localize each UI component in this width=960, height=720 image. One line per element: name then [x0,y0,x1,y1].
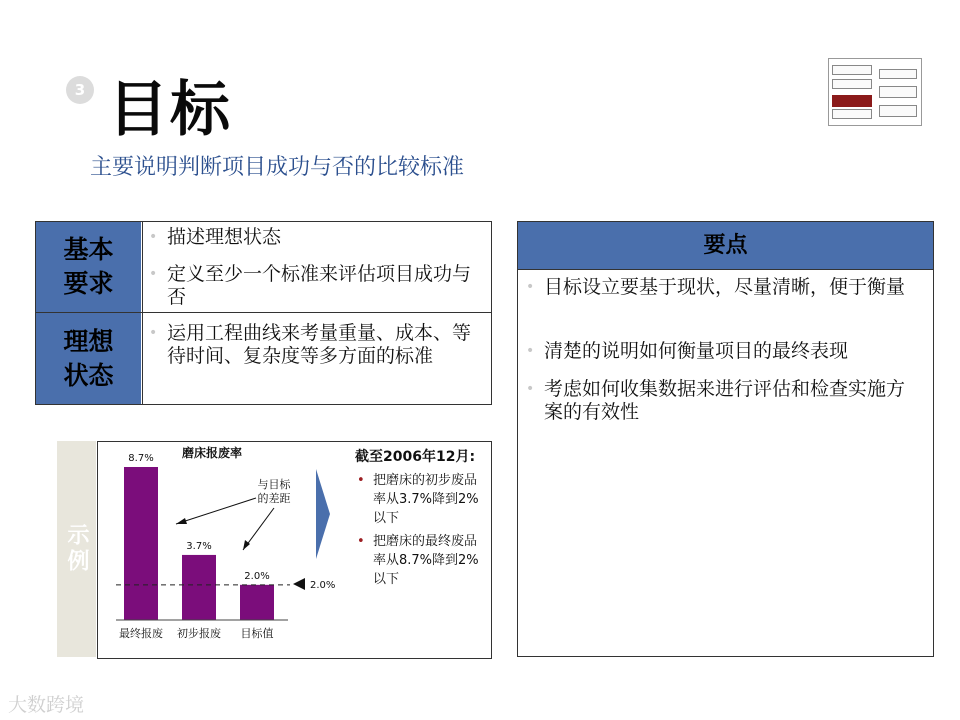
key-points-heading: 要点 [518,222,933,270]
example-notes [355,447,485,589]
list-item: • 把磨床的初步废品率从3.7%降到2%以下 [355,471,485,528]
row-heading-line: 状态 [63,360,114,390]
data-label: 2.0% [244,570,270,582]
gap-annotation-line: 与目标 [257,478,291,491]
gap-arrowhead [176,518,187,524]
list-item: • 运用工程曲线来考量重量、成本、等待时间、复杂度等多方面的标准 [167,322,479,368]
category-label: 目标值 [240,627,274,640]
bar-0 [124,467,158,620]
list-item: • 清楚的说明如何衡量项目的最终表现 [544,340,913,363]
thumb-cell [832,65,872,75]
gap-annotation-line: 的差距 [257,492,291,505]
thumb-cell [879,86,917,98]
slide-thumbnail[interactable] [828,58,922,126]
row-heading-line: 基本 [63,235,114,264]
thumb-cell [879,105,917,117]
category-label: 最终报废 [119,627,163,640]
row-heading [36,222,141,312]
data-label: 8.7% [128,453,154,464]
row-heading-line: 理想 [63,326,114,356]
data-label: 3.7% [186,540,212,552]
target-marker-triangle [293,578,305,590]
key-points-panel [517,221,934,657]
list-item: • 描述理想状态 [167,226,479,249]
row-body [142,313,491,404]
bar-1 [182,555,216,620]
thumb-cell [832,109,872,119]
row-body [142,222,491,312]
requirements-table [35,221,492,405]
notes-title: 截至2006年12月: [355,449,476,465]
thumb-cell-active [832,95,872,107]
list-item: • 把磨床的最终废品率从8.7%降到2%以下 [355,532,485,589]
example-label: 示例 [57,441,96,657]
list-item: • 定义至少一个标准来评估项目成功与否 [167,263,479,309]
category-label: 初步报废 [177,627,221,640]
table-row-ideal [36,313,491,404]
watermark: 大数跨境 [8,694,85,716]
list-item: • 考虑如何收集数据来进行评估和检查实施方案的有效性 [544,378,913,424]
step-number-badge: 3 [66,76,94,104]
gap-arrow [176,498,256,524]
list-item: • 目标设立要基于现状，尽量清晰，便于衡量 [544,276,913,299]
row-heading [36,313,141,404]
thumb-cell [879,69,917,79]
chart-title: 磨床报废率 [181,446,243,460]
target-marker-label: 2.0% [310,580,336,591]
table-row-basic [36,222,491,312]
page-subtitle: 主要说明判断项目成功与否的比较标准 [90,155,465,180]
thumb-cell [832,79,872,89]
bar-2 [240,585,274,620]
row-heading-line: 要求 [63,269,114,298]
page-title: 目标 [108,75,232,145]
chevron-right-icon [316,469,330,559]
